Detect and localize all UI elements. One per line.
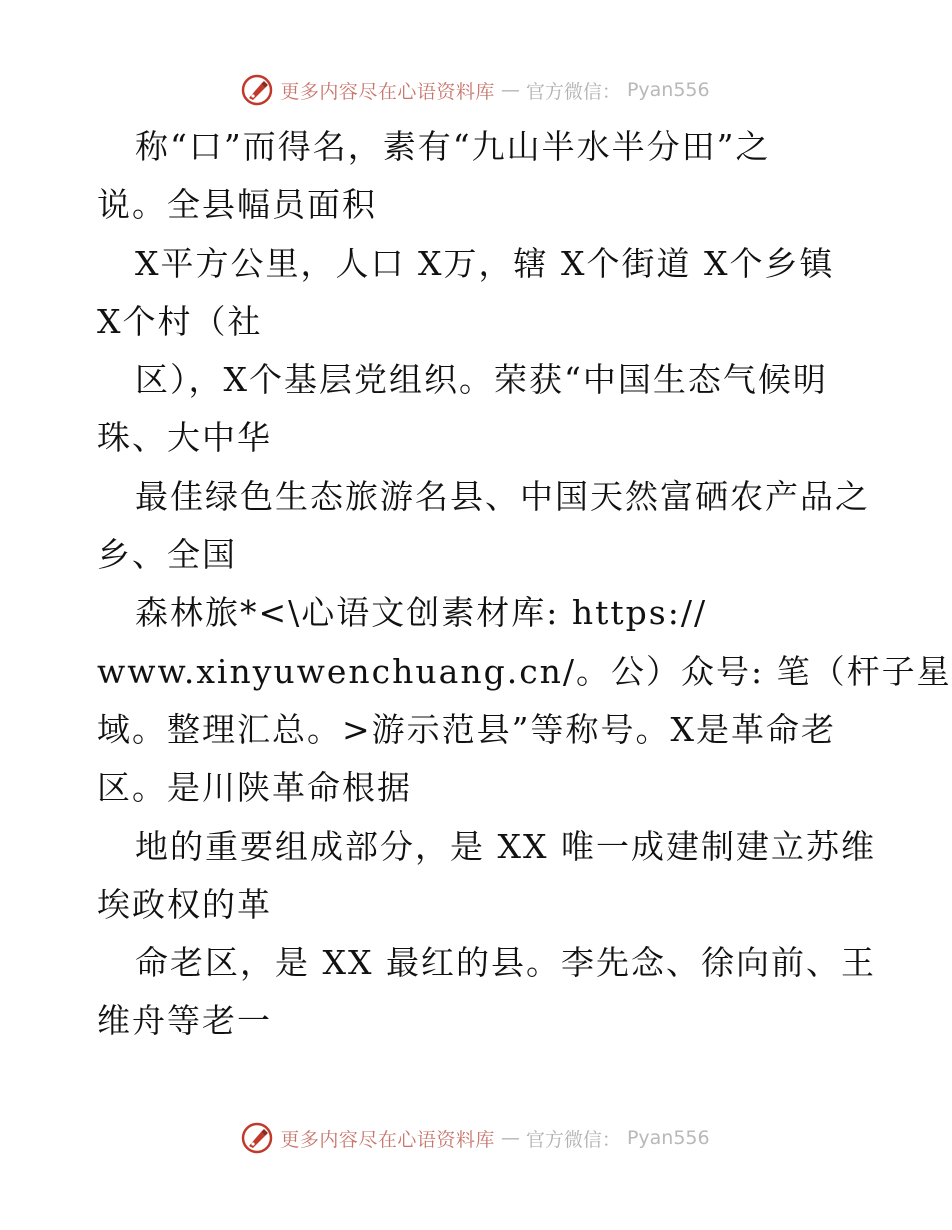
text-line: 森林旅*<\心语文创素材库: https:// bbox=[135, 593, 708, 633]
watermark-separator: — bbox=[500, 1127, 520, 1149]
text-line: 珠、大中华 bbox=[97, 418, 272, 458]
watermark-wechat-id: Pyan556 bbox=[626, 79, 710, 101]
text-line: 区。是川陕革命根据 bbox=[97, 768, 412, 808]
document-body bbox=[97, 118, 952, 1051]
watermark-footer bbox=[0, 1118, 950, 1158]
watermark-site-text: 更多内容尽在心语资料库 bbox=[280, 80, 495, 103]
text-line: 维舟等老一 bbox=[97, 1001, 272, 1041]
text-line: 埃政权的革 bbox=[97, 884, 272, 924]
fountain-pen-seal-icon bbox=[240, 1121, 274, 1155]
text-line: 说。全县幅员面积 bbox=[97, 185, 377, 225]
watermark-wechat-id: Pyan556 bbox=[626, 1127, 710, 1149]
text-line: 命老区，是 XX 最红的县。李先念、徐向前、王 bbox=[135, 943, 876, 983]
watermark-wechat-label: 官方微信： bbox=[525, 80, 621, 103]
text-line: 最佳绿色生态旅游名县、中国天然富硒农产品之 bbox=[135, 476, 870, 516]
fountain-pen-seal-icon bbox=[240, 73, 274, 107]
watermark-separator: — bbox=[500, 79, 520, 101]
text-line: 区），X个基层党组织。荣获“中国生态气候明 bbox=[135, 360, 828, 400]
text-line: www.xinyuwenchuang.cn/。公）众号: 笔（杆子星 bbox=[97, 651, 952, 691]
text-line: X个村（社 bbox=[97, 301, 263, 341]
text-line: 地的重要组成部分，是 XX 唯一成建制建立苏维 bbox=[135, 826, 876, 866]
text-line: X平方公里，人口 X万，辖 X个街道 X个乡镇 bbox=[135, 243, 835, 283]
watermark-wechat-label: 官方微信： bbox=[525, 1128, 621, 1151]
watermark-site-text: 更多内容尽在心语资料库 bbox=[280, 1128, 495, 1151]
text-line: 域。整理汇总。>游示范县”等称号。X是革命老 bbox=[97, 709, 837, 749]
text-line: 乡、全国 bbox=[97, 535, 237, 575]
watermark-header bbox=[0, 70, 950, 110]
text-line: 称“口”而得名，素有“九山半水半分田”之 bbox=[135, 127, 771, 166]
